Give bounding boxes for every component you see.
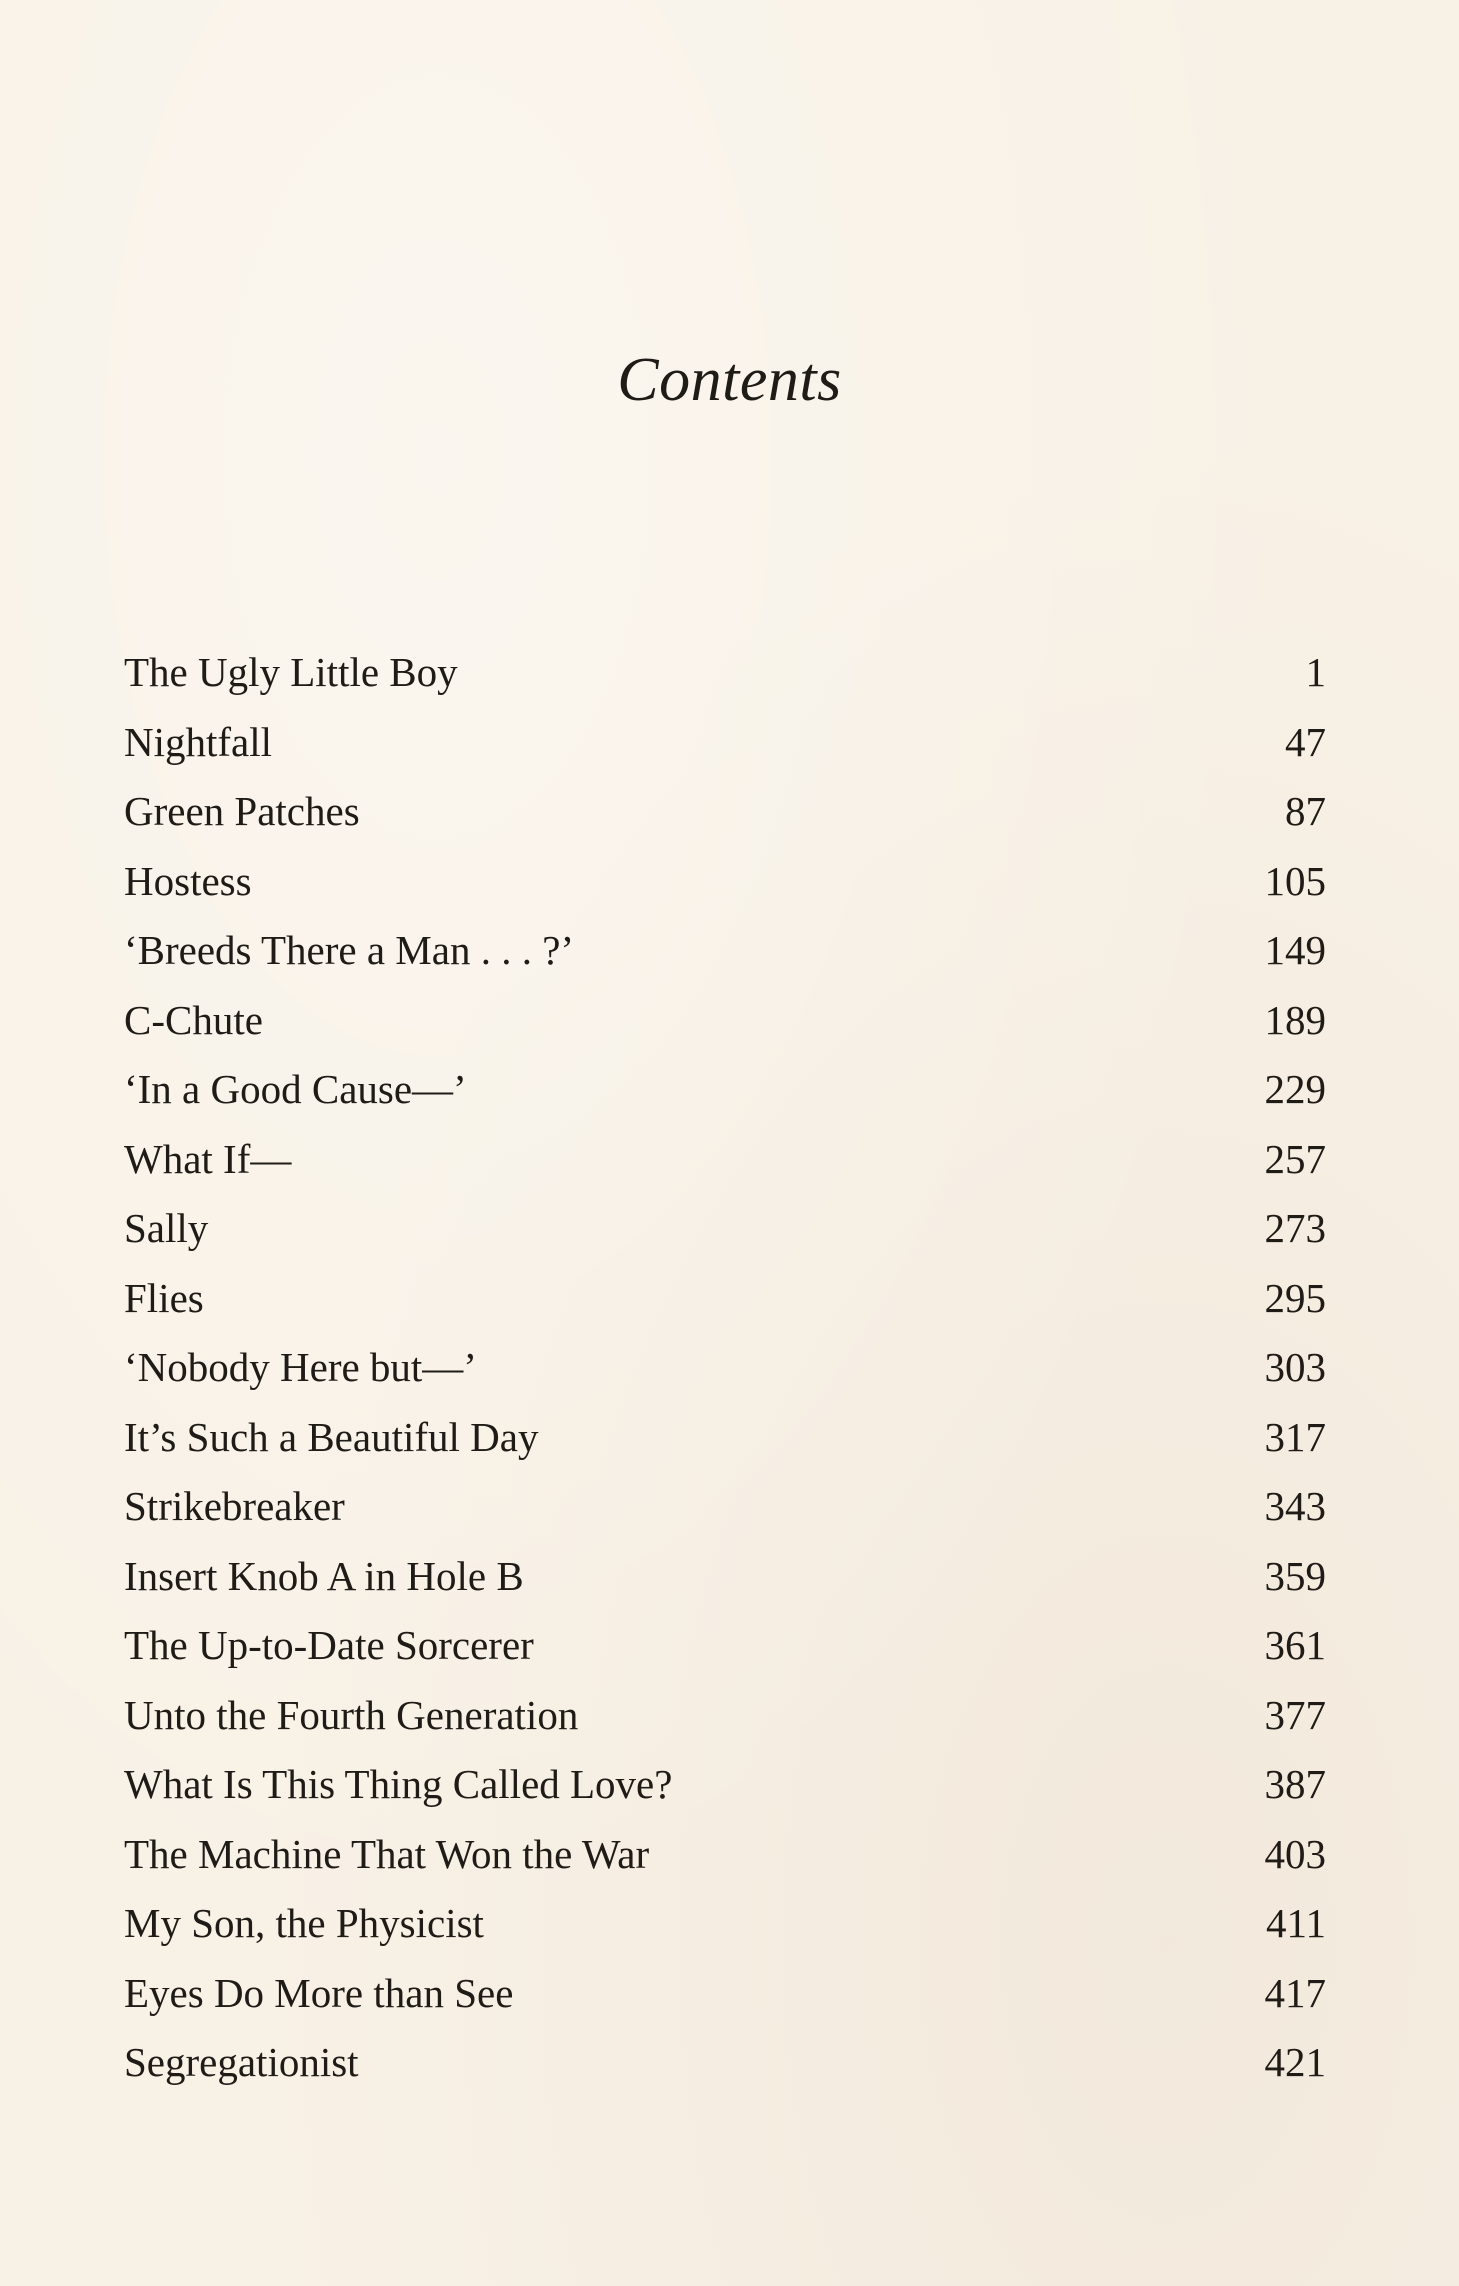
toc-entry-page: 417	[1264, 1969, 1326, 2016]
toc-entry	[124, 1274, 1326, 1344]
toc-entry-page: 303	[1264, 1344, 1326, 1390]
toc-entry-page: 295	[1264, 1274, 1326, 1321]
toc-entry-title: Segregationist	[124, 2039, 359, 2085]
toc-entry-title: Hostess	[124, 857, 252, 904]
toc-entry-page: 377	[1264, 1691, 1326, 1738]
toc-entry	[124, 1065, 1326, 1135]
toc-entry-page: 189	[1264, 996, 1326, 1043]
toc-entry	[124, 1691, 1326, 1761]
toc-entry	[124, 1482, 1326, 1552]
toc-entry-page: 317	[1264, 1413, 1326, 1460]
toc-entry	[124, 1899, 1326, 1969]
toc-entry	[124, 2038, 1326, 2108]
toc-entry-page: 149	[1264, 927, 1326, 973]
toc-entry	[124, 1552, 1326, 1622]
toc-entry-page: 229	[1264, 1066, 1326, 1112]
toc-entry-title: Eyes Do More than See	[124, 1969, 514, 2016]
toc-entry-page: 411	[1266, 1900, 1326, 1946]
toc-entry-page: 361	[1264, 1622, 1326, 1668]
toc-entry	[124, 1969, 1326, 2039]
toc-entry-page: 1	[1305, 649, 1326, 695]
toc-entry-title: My Son, the Physicist	[124, 1900, 484, 1946]
toc-entry-title: The Ugly Little Boy	[124, 649, 458, 695]
toc-entry-title: Sally	[124, 1205, 209, 1251]
toc-entry	[124, 1413, 1326, 1483]
toc-entry	[124, 857, 1326, 927]
toc-entry	[124, 1204, 1326, 1274]
toc-entry-page: 273	[1264, 1205, 1326, 1251]
toc-entry-page: 387	[1264, 1761, 1326, 1807]
toc-entry-page: 421	[1264, 2039, 1326, 2085]
toc-entry-title: Green Patches	[124, 788, 360, 834]
toc-entry	[124, 787, 1326, 857]
toc-entry	[124, 1135, 1326, 1205]
toc-entry-page: 87	[1285, 788, 1326, 834]
toc-entry	[124, 996, 1326, 1066]
toc-entry-title: The Machine That Won the War	[124, 1830, 650, 1877]
toc-entry-page: 359	[1264, 1552, 1326, 1599]
toc-entry-title: Flies	[124, 1274, 204, 1321]
toc-entry	[124, 1760, 1326, 1830]
toc-entry-page: 343	[1264, 1483, 1326, 1529]
toc-entry-title: What Is This Thing Called Love?	[124, 1761, 673, 1807]
toc-entry	[124, 1343, 1326, 1413]
toc-entry-title: ‘In a Good Cause—’	[124, 1066, 467, 1112]
toc-entry	[124, 926, 1326, 996]
toc-entry-title: It’s Such a Beautiful Day	[124, 1413, 539, 1460]
toc-entry	[124, 718, 1326, 788]
page-title: Contents	[617, 346, 842, 414]
toc-entry-page: 257	[1264, 1135, 1326, 1182]
toc-entry	[124, 1830, 1326, 1900]
toc-entry-title: What If—	[124, 1135, 292, 1182]
toc-entry-title: The Up-to-Date Sorcerer	[124, 1622, 534, 1668]
toc-entry	[124, 648, 1326, 718]
toc-entry-title: ‘Breeds There a Man . . . ?’	[124, 927, 575, 973]
toc-entry-page: 403	[1264, 1830, 1326, 1877]
toc-entry	[124, 1621, 1326, 1691]
toc-entry-title: C-Chute	[124, 996, 263, 1043]
toc-entry-title: ‘Nobody Here but—’	[124, 1344, 477, 1390]
toc-entry-title: Unto the Fourth Generation	[124, 1691, 579, 1738]
table-of-contents	[124, 648, 1326, 2108]
toc-entry-title: Insert Knob A in Hole B	[124, 1552, 524, 1599]
toc-entry-title: Strikebreaker	[124, 1483, 345, 1529]
toc-entry-page: 105	[1264, 857, 1326, 904]
toc-entry-title: Nightfall	[124, 718, 273, 765]
toc-entry-page: 47	[1285, 718, 1326, 765]
